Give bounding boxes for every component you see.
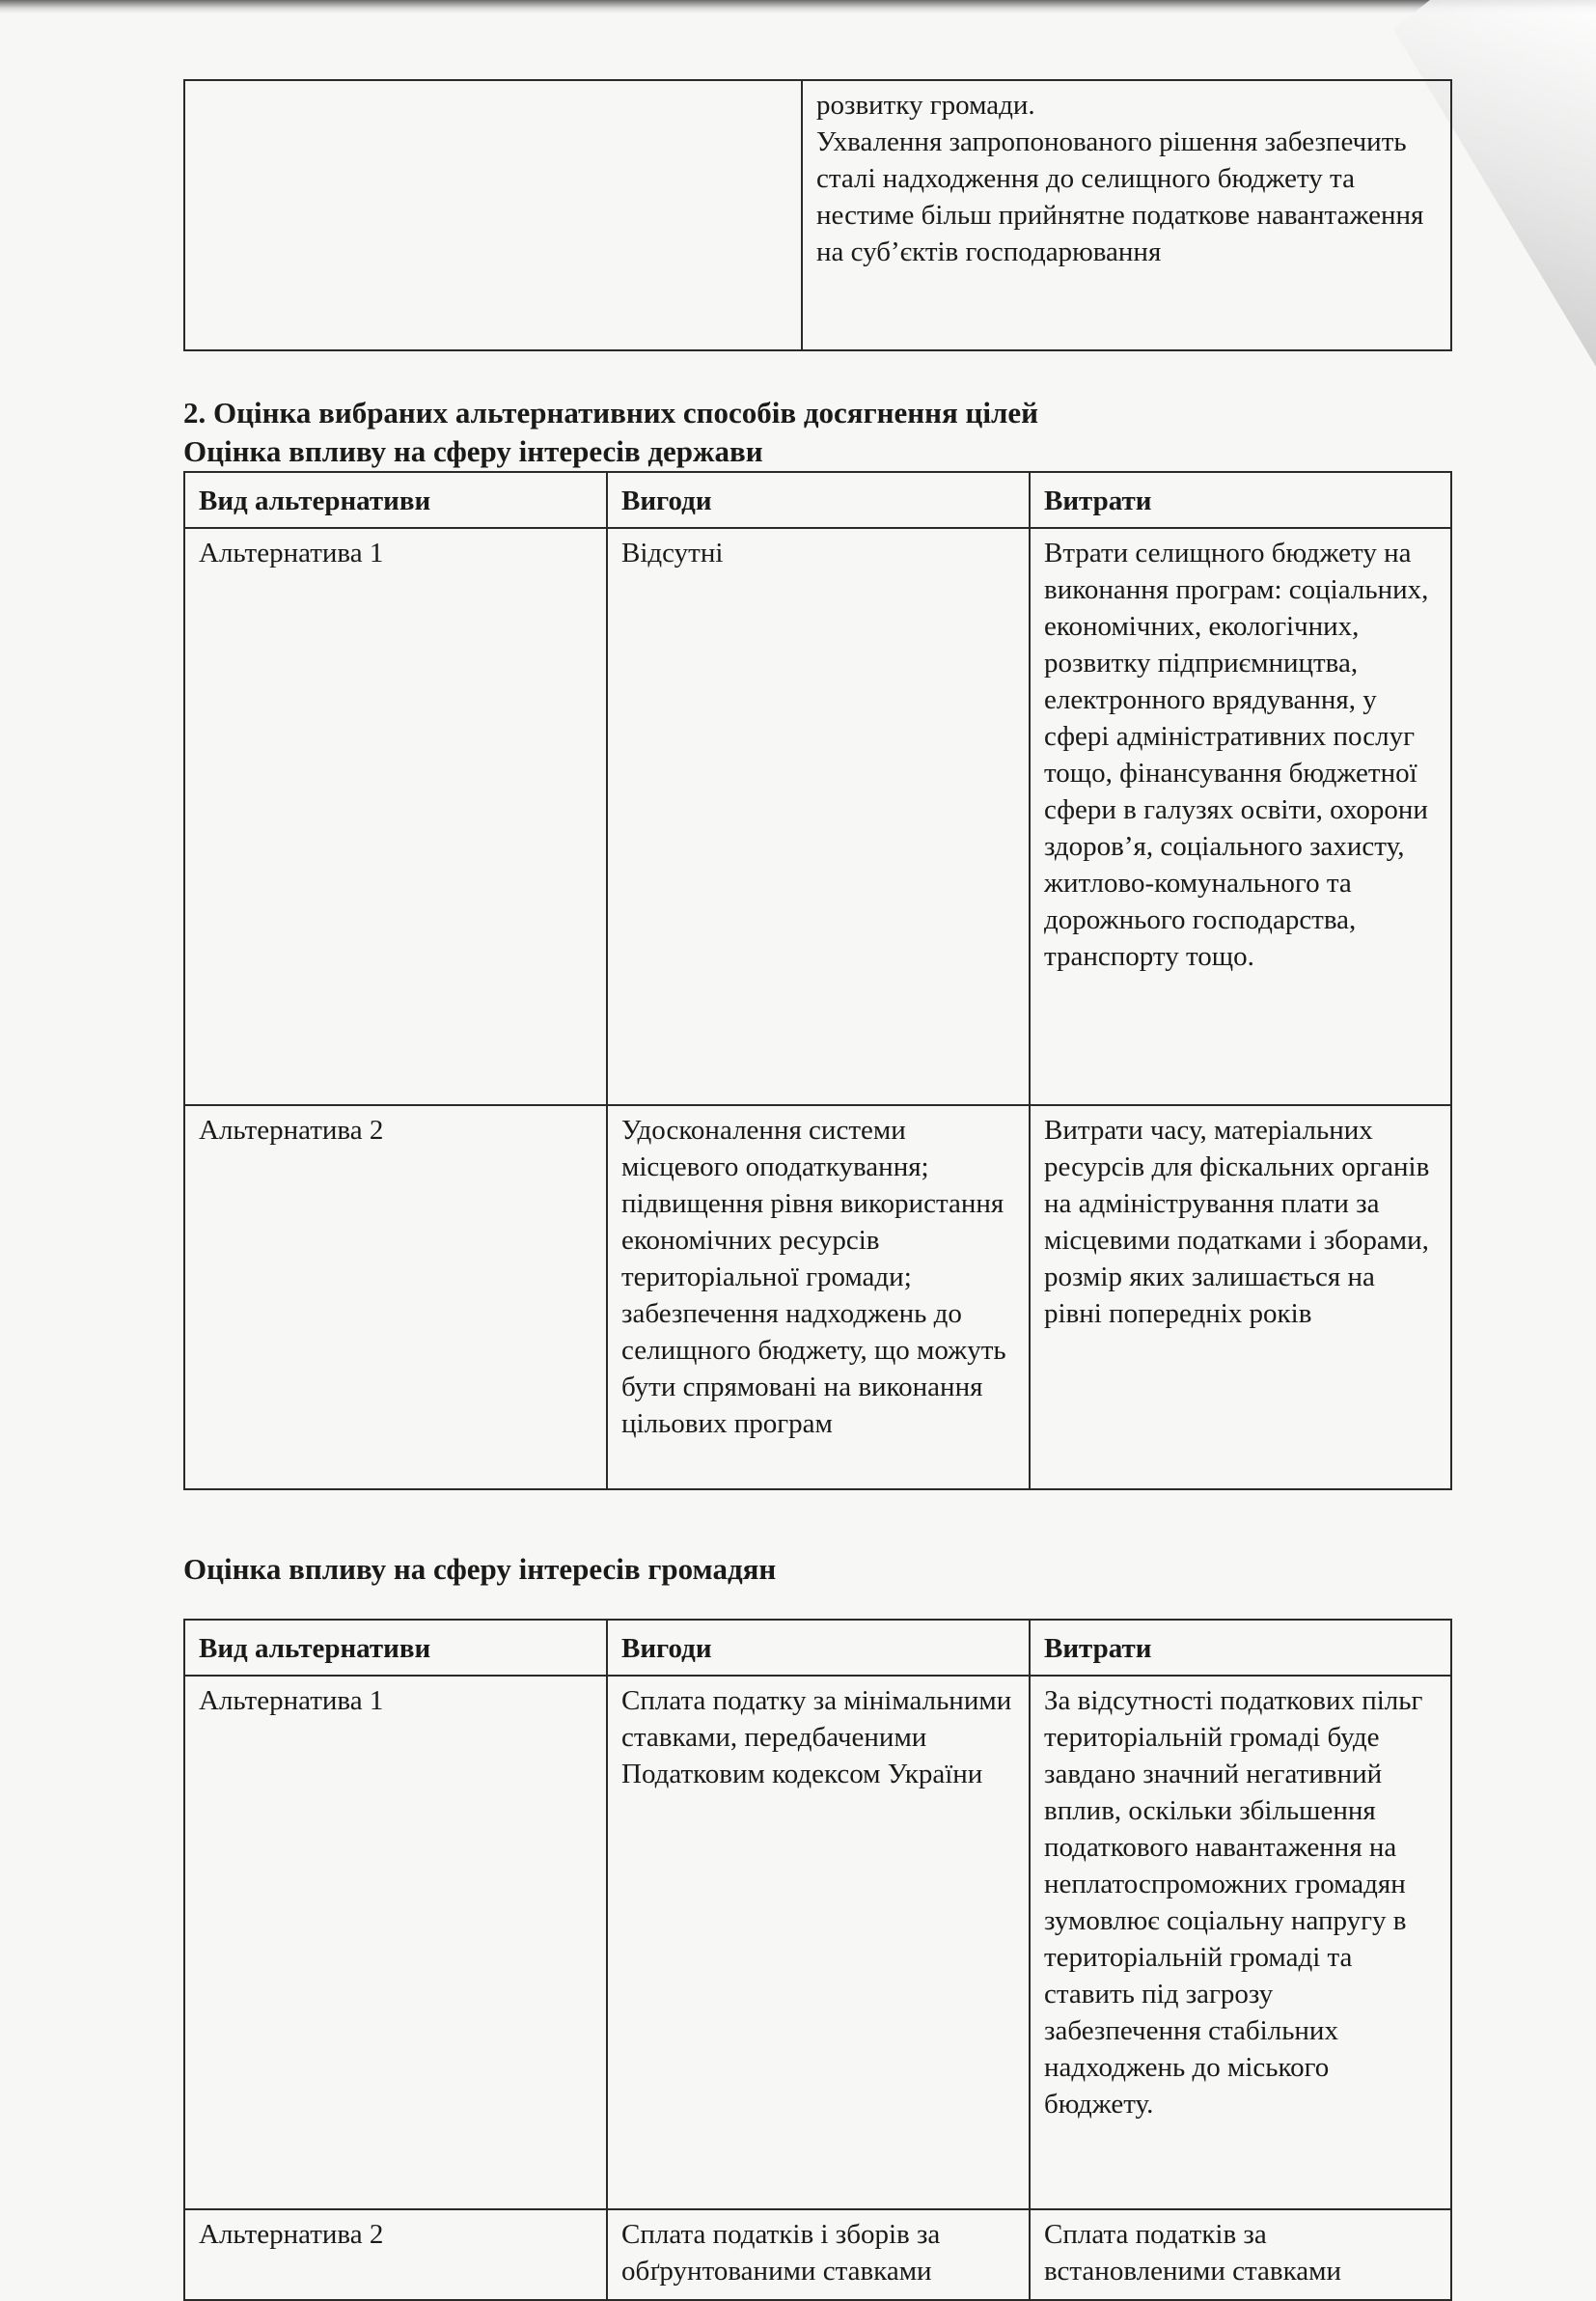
- table-row: [184, 528, 1451, 1105]
- cell-costs: Сплата податків за встановленими ставками: [1030, 2209, 1451, 2300]
- table-row: [184, 1676, 1451, 2209]
- section-title: 2. Оцінка вибраних альтернативних способів досягнення цілей: [183, 396, 1038, 430]
- table-row: [184, 2209, 1451, 2300]
- cell-costs: За відсутності податкових пільг територіальній громаді буде завдано значний негативний вплив, оскільки збільшення податкового навантаження на неплатоспроможних громадян зумовлює соціальну напругу в територіальній громаді та ставить під загрозу забезпечення стабільних надходжень до міського бюджету.: [1030, 1676, 1451, 2209]
- cell-costs: Втрати селищного бюджету на виконання програм: соціальних, економічних, екологічних, розвитку підприємництва, електронного врядування, у сфері адміністративних послуг тощо, фінансування бюджетної сфери в галузях освіти, охорони здоров’я, соціального захисту, житлово-комунального та дорожнього господарства, транспорту тощо.: [1030, 528, 1451, 1105]
- table-row: [184, 80, 1451, 350]
- header-type: Вид альтернативи: [184, 472, 607, 528]
- citizens-impact-table: [183, 1619, 1452, 2301]
- citizens-impact-title: Оцінка впливу на сферу інтересів громадян: [183, 1552, 777, 1586]
- cell-type: Альтернатива 2: [184, 1105, 607, 1489]
- table-cell: [802, 80, 1451, 350]
- header-costs: Витрати: [1030, 472, 1451, 528]
- cell-type: Альтернатива 1: [184, 528, 607, 1105]
- cell-benefits: Відсутні: [607, 528, 1030, 1105]
- cell-costs: Витрати часу, матеріальних ресурсів для фіскальних органів на адміністрування плати за місцевими податками і зборами, розмір яких залишається на рівні попередніх років: [1030, 1105, 1451, 1489]
- scan-edge: [0, 0, 1596, 14]
- cell-benefits: Сплата податків і зборів за обґрунтованими ставками: [607, 2209, 1030, 2300]
- table-header-row: [184, 472, 1451, 528]
- cell-type: Альтернатива 2: [184, 2209, 607, 2300]
- table-header-row: [184, 1620, 1451, 1676]
- header-type: Вид альтернативи: [184, 1620, 607, 1676]
- document-page: [183, 79, 1452, 2301]
- continued-text: розвитку громади. Ухвалення запропонованого рішення забезпечить сталі надходження до селищного бюджету та нестиме більш прийнятне податкове навантаження на суб’єктів господарювання: [816, 90, 1424, 267]
- header-costs: Витрати: [1030, 1620, 1451, 1676]
- cell-type: Альтернатива 1: [184, 1676, 607, 2209]
- table-row: [184, 1105, 1451, 1489]
- state-impact-title: Оцінка впливу на сферу інтересів держави: [183, 434, 763, 468]
- cell-benefits: Удосконалення системи місцевого оподаткування; підвищення рівня використання економічних ресурсів територіальної громади; забезпечення надходжень до селищного бюджету, що можуть бути спрямовані на виконання цільових програм: [607, 1105, 1030, 1489]
- state-impact-table: [183, 471, 1452, 1490]
- header-benefits: Вигоди: [607, 1620, 1030, 1676]
- continued-table: [183, 79, 1452, 351]
- cell-benefits: Сплата податку за мінімальними ставками, передбаченими Податковим кодексом України: [607, 1676, 1030, 2209]
- table-cell-empty: [184, 80, 802, 350]
- header-benefits: Вигоди: [607, 472, 1030, 528]
